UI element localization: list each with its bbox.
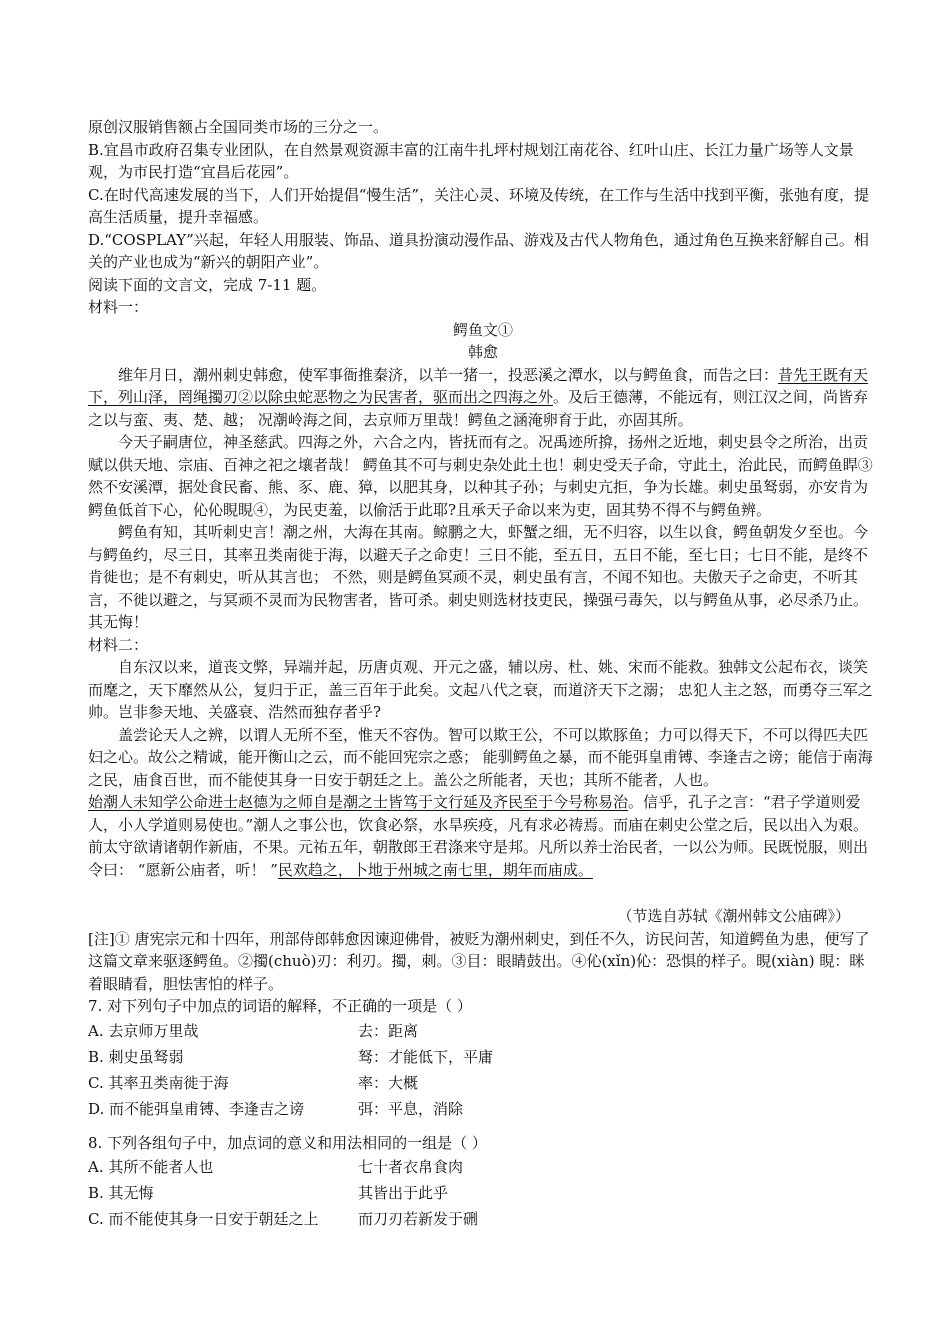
paragraph-text: 。及后王德薄，不能远有，则江汉之间，尚皆弃之以与蛮、夷、楚、越； 况潮岭海之间，去京师万里哉！鳄鱼之涵淹卵育于此，亦固其所。 xyxy=(88,388,869,429)
option-sentence: D. 而不能弭皇甫镈、李逢吉之谤 xyxy=(88,1099,305,1118)
option-sentence-left: A. 其所不能者人也 xyxy=(88,1158,214,1176)
option-sentence: B. 刺史虽驽弱 xyxy=(88,1047,184,1066)
material2-source: （节选自苏轼《潮州韩文公庙碑》） xyxy=(617,907,850,925)
underlined-sentence: 始潮人未知学公命进士赵德为之师自是潮之士皆笃于文行延及齐民至于今号称易治 xyxy=(88,793,629,811)
q8-option-a xyxy=(88,1154,878,1180)
material1-paragraph-1 xyxy=(88,364,878,432)
q7-option-c xyxy=(88,1070,878,1096)
option-sentence-right: 七十者衣帛食肉 xyxy=(358,1158,464,1176)
option-sentence-left: C. 而不能使其身一日安于朝廷之上 xyxy=(88,1210,319,1228)
material2-paragraph-2: 盖尝论天人之辨，以谓人无所不至，惟天不容伪。智可以欺王公，不可以欺豚鱼；力可以得天下，不可以得匹夫匹妇之心。故公之精诚，能开衡山之云，而不能回宪宗之惑； 能驯鳄鱼之暴，而不能弭皇甫镈、李逢吉之谤；能信于南海之民，庙食百世，而不能使其身一日安于朝廷之上。盖公之所能者，天也；其所不能者，人也。 xyxy=(88,725,873,789)
q7-option-d xyxy=(88,1096,878,1122)
option-d: D.“COSPLAY”兴起，年轻人用服装、饰品、道具扮演动漫作品、游戏及古代人物角色，通过角色互换来舒解自己。相关的产业也成为“新兴的朝阳产业”。 xyxy=(88,230,869,271)
option-c: C.在时代高速发展的当下，人们开始提倡“慢生活”，关注心灵、环境及传统，在工作与生活中找到平衡，张弛有度，提高生活质量，提升幸福感。 xyxy=(88,185,870,226)
material1-paragraph-3: 鳄鱼有知，其听刺史言！潮之州，大海在其南。鲸鹏之大，虾蟹之细，无不归容，以生以食，鳄鱼朝发夕至也。今与鳄鱼约，尽三日，其率丑类南徙于海，以避天子之命吏！三日不能，至五日，五日不能，至七日；七日不能，是终不肯徙也；是不有刺史，听从其言也； 不然，则是鳄鱼冥顽不灵，刺史虽有言，不闻不知也。夫傲天子之命吏，不听其言，不徙以避之，与冥顽不灵而为民物害者，皆可杀。刺史则选材技吏民，操强弓毒矢，以与鳄鱼从事，必尽杀乃止。其无悔！ xyxy=(88,523,869,631)
paragraph-text: 。信乎，孔子之言：“君子学道则爱人，小人学道则易使也。”潮人之事公也，饮食必祭，水旱疾疫，凡有求必祷焉。而庙在刺史公堂之后，民以出入为艰。前太守欲请诸朝作新庙，不果。元祐五年，朝散郎王君涤来守是邦。凡所以养士治民者，一以公为师。民既悦服，则出令曰： “愿新公庙者，听！ ” xyxy=(88,793,869,879)
annotation-note: [注]① 唐宪宗元和十四年，刑部侍郎韩愈因谏迎佛骨，被贬为潮州刺史，到任不久，访民问苦，知道鳄鱼为患，便写了这篇文章来驱逐鳄鱼。②擉(chuò)刃：利刃。擉，刺。③目：眼睛鼓出。④伈(xǐn)伈：恐惧的样子。睍(xiàn) 睍：眯着眼睛看，胆怯害怕的样子。 xyxy=(88,929,870,993)
option-explanation: 率：大概 xyxy=(358,1073,419,1092)
option-b: B.宜昌市政府召集专业团队，在自然景观资源丰富的江南牛扎坪村规划江南花谷、红叶山庄、长江力量广场等人文景观，为市民打造“宜昌后花园”。 xyxy=(88,140,854,181)
material2-paragraph-1: 自东汉以来，道丧文弊，异端并起，历唐贞观、开元之盛，辅以房、杜、姚、宋而不能救。独韩文公起布衣，谈笑而麾之，天下靡然从公，复归于正，盖三百年于此矣。文起八代之衰，而道济天下之溺； 忠犯人主之怒，而勇夺三军之帅。岂非参天地、关盛衰、浩然而独存者乎? xyxy=(88,658,873,721)
material1-title: 鳄鱼文① xyxy=(452,320,513,339)
underlined-sentence: 昔先王既有天下，列山泽，罔绳擉刃②以除虫蛇恶物之为民害者，驱而出之四海之外 xyxy=(88,365,869,406)
material1-author: 韩愈 xyxy=(467,343,498,361)
option-explanation: 驽：才能低下，平庸 xyxy=(358,1047,494,1066)
option-sentence: A. 去京师万里哉 xyxy=(88,1021,199,1040)
exam-page xyxy=(88,116,878,1232)
option-explanation: 弭：平息，消除 xyxy=(358,1099,464,1118)
material2-label: 材料二： xyxy=(88,635,149,654)
material1-label: 材料一： xyxy=(88,298,149,316)
q7-option-b xyxy=(88,1044,878,1070)
option-a-tail: 原创汉服销售额占全国同类市场的三分之一。 xyxy=(88,118,389,136)
option-sentence-right: 其皆出于此乎 xyxy=(358,1184,449,1202)
reading-intro: 阅读下面的文言文，完成 7-11 题。 xyxy=(88,275,327,294)
underlined-sentence: 民欢趋之，卜地于州城之南七里，期年而庙成。 xyxy=(277,860,593,879)
material2-paragraph-3 xyxy=(88,791,878,881)
option-explanation: 去：距离 xyxy=(358,1021,419,1040)
option-sentence-right: 而刀刃若新发于硎 xyxy=(358,1210,479,1228)
q8-option-b xyxy=(88,1180,878,1206)
material1-paragraph-2: 今天子嗣唐位，神圣慈武。四海之外，六合之内，皆抚而有之。况禹迹所揜，扬州之近地，刺史县令之所治，出贡赋以供天地、宗庙、百神之祀之壤者哉！ 鳄鱼其不可与刺史杂处此土也！刺史受天子命，守此土，治此民，而鳄鱼睅③然不安溪潭，据处食民畜、熊、豕、鹿、獐，以肥其身，以种其子孙；与刺史亢拒，争为长雄。刺史虽驽弱，亦安肯为鳄鱼低首下心，伈伈睍睍④，为民吏羞，以偷活于此耶?且承天子命以来为吏，固其势不得不与鳄鱼辨。 xyxy=(88,433,873,519)
spacer xyxy=(88,881,878,905)
question-8-stem: 8. 下列各组句子中，加点词的意义和用法相同的一组是（ ） xyxy=(88,1133,487,1152)
option-sentence-left: B. 其无悔 xyxy=(88,1184,154,1202)
question-7-stem: 7. 对下列句子中加点的词语的解释，不正确的一项是（ ） xyxy=(88,997,472,1015)
spacer xyxy=(88,1122,878,1132)
q7-option-a xyxy=(88,1018,878,1044)
q8-option-c xyxy=(88,1206,878,1232)
option-sentence: C. 其率丑类南徙于海 xyxy=(88,1073,229,1092)
paragraph-text: 维年月日，潮州刺史韩愈，使军事衙推秦济，以羊一猪一，投恶溪之潭水，以与鳄鱼食，而告之曰： xyxy=(118,365,779,384)
